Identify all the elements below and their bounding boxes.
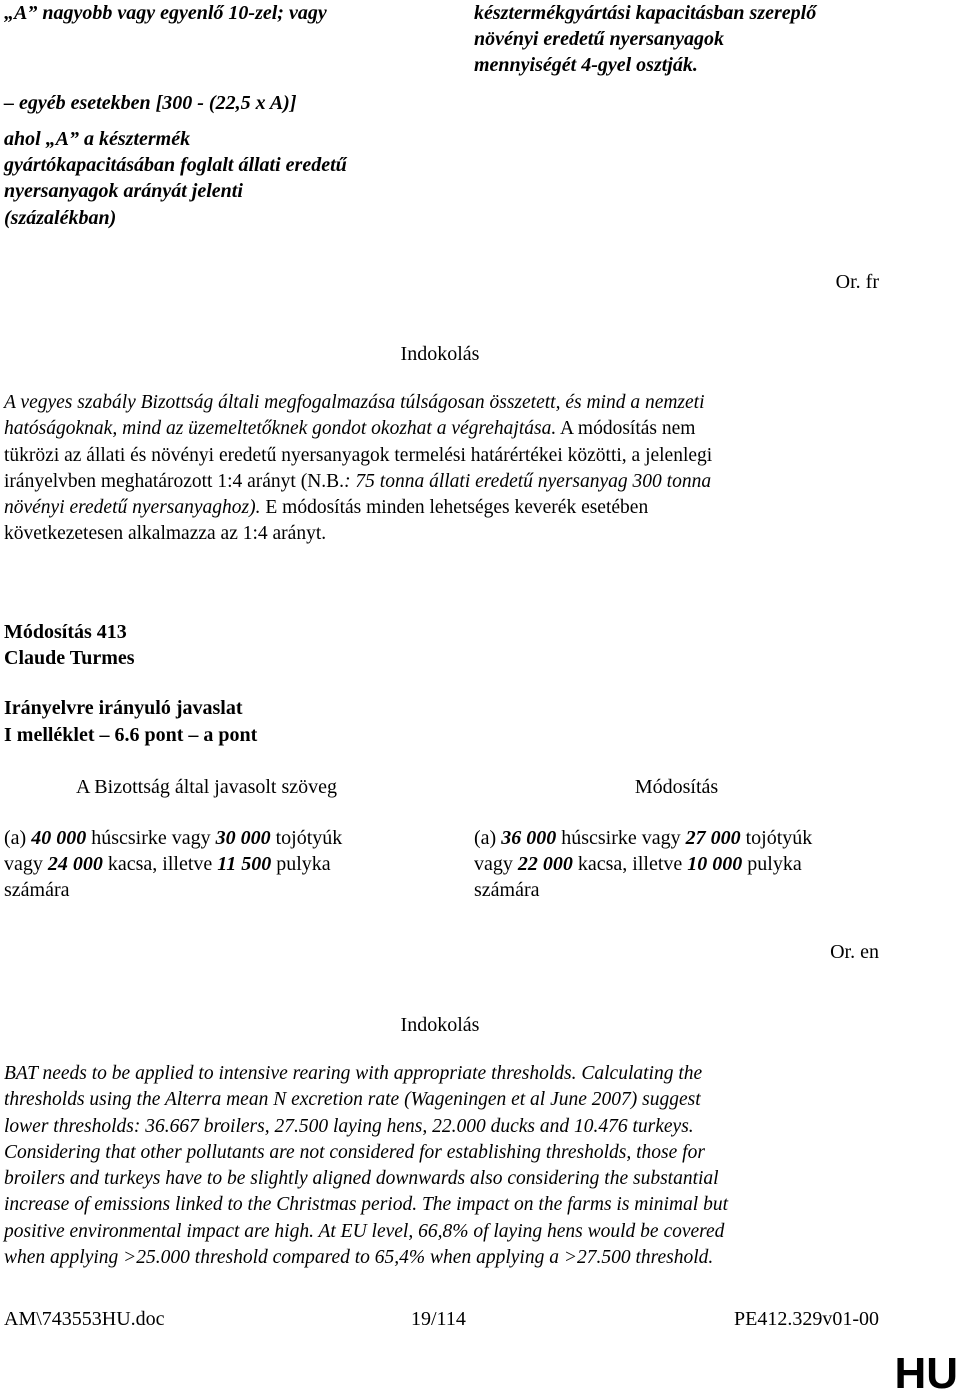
just1-text: irányelvben meghatározott 1:4 arányt (N.B.: [4, 470, 345, 492]
left-line-6: (százalékban): [4, 207, 117, 229]
origin-language-fr: Or. fr: [835, 271, 879, 293]
justification-text-1: [4, 390, 880, 548]
just2-line: lower thresholds: 36.667 broilers, 27.500 laying hens, 22.000 ducks and 10.476 turkeys.: [4, 1115, 694, 1137]
right-line-1: késztermékgyártási kapacitásban szereplő: [474, 2, 817, 24]
value-ducks: 22 000: [517, 853, 573, 875]
left-line-4: gyártókapacitásában foglalt állati eredetű: [4, 154, 347, 176]
left-line-2: – egyéb esetekben [300 - (22,5 x A)]: [4, 92, 297, 114]
commission-text: (a) 40 000 húscsirke vagy 30 000 tojótyúk vagy 24 000 kacsa, illetve 11 500 pulyka számára: [4, 827, 343, 901]
just1-text: következetesen alkalmazza az 1:4 arányt.: [4, 523, 327, 545]
right-line-3: mennyiségét 4-gyel osztják.: [474, 54, 698, 76]
value-turkeys: 10 000: [687, 853, 743, 875]
just1-text: : 75 tonna állati eredetű nyersanyag 300 tonna: [344, 470, 712, 492]
just2-line: when applying >25.000 threshold compared to 65,4% when applying a >27.500 threshold.: [4, 1247, 714, 1269]
just2-line: broilers and turkeys have to be slightly aligned downwards also considering the substantial: [4, 1168, 719, 1190]
footer-page-number: 19/114: [411, 1308, 466, 1330]
justification-heading-1: Indokolás: [400, 343, 480, 365]
amendment-proposal-title: Irányelvre irányuló javaslat: [4, 697, 243, 719]
justification-text-2: [4, 1061, 880, 1271]
value-laying-hens: 30 000: [215, 827, 271, 849]
left-line-1: „A” nagyobb vagy egyenlő 10-zel; vagy: [4, 2, 327, 24]
footer-doc-reference: AM\743553HU.doc: [4, 1308, 165, 1330]
value-broilers: 36 000: [501, 827, 557, 849]
just1-text: növényi eredetű nyersanyaghoz).: [4, 497, 261, 519]
just2-line: BAT needs to be applied to intensive rearing with appropriate thresholds. Calculating the: [4, 1063, 703, 1084]
just1-text: E módosítás minden lehetséges keverék esetében: [260, 497, 649, 519]
footer-language-code: HU: [894, 1349, 958, 1398]
amendment-number: Módosítás 413: [4, 621, 127, 643]
just2-line: positive environmental impact are high. At EU level, 66,8% of laying hens would be covered: [4, 1220, 725, 1242]
amendment-author: Claude Turmes: [4, 647, 135, 669]
value-ducks: 24 000: [47, 853, 103, 875]
value-turkeys: 11 500: [217, 853, 272, 875]
footer-pe-reference: PE412.329v01-00: [734, 1308, 879, 1330]
amendment-heading: Módosítás: [634, 776, 719, 798]
origin-language-en: Or. en: [830, 941, 879, 963]
just1-text: A módosítás nem: [556, 418, 696, 440]
left-line-5: nyersanyagok arányát jelenti: [4, 180, 243, 202]
just1-text: tükrözi az állati és növényi eredetű nyersanyagok termelési határértékei közötti, a jelenlegi: [4, 444, 713, 466]
just1-text: hatóságoknak, mind az üzemeltetőknek gondot okozhat a végrehajtása.: [4, 418, 557, 440]
just2-line: increase of emissions linked to the Christmas period. The impact on the farms is minimal but: [4, 1194, 728, 1216]
just1-text: A vegyes szabály Bizottság általi megfogalmazása túlságosan összetett, és mind a nemzeti: [4, 392, 705, 413]
value-broilers: 40 000: [31, 827, 87, 849]
value-laying-hens: 27 000: [685, 827, 741, 849]
just2-line: Considering that other pollutants are not considered for establishing thresholds, those for: [4, 1141, 705, 1163]
amended-text: (a) 36 000 húscsirke vagy 27 000 tojótyúk vagy 22 000 kacsa, illetve 10 000 pulyka számára: [474, 827, 813, 901]
left-line-3: ahol „A” a késztermék: [4, 128, 191, 150]
just2-line: thresholds using the Alterra mean N excretion rate (Wageningen et al June 2007) suggest: [4, 1089, 701, 1111]
commission-text-heading: A Bizottság által javasolt szöveg: [75, 776, 338, 798]
right-line-2: növényi eredetű nyersanyagok: [474, 28, 724, 50]
amendment-reference: I melléklet – 6.6 pont – a pont: [4, 724, 258, 746]
justification-heading-2: Indokolás: [400, 1014, 480, 1036]
